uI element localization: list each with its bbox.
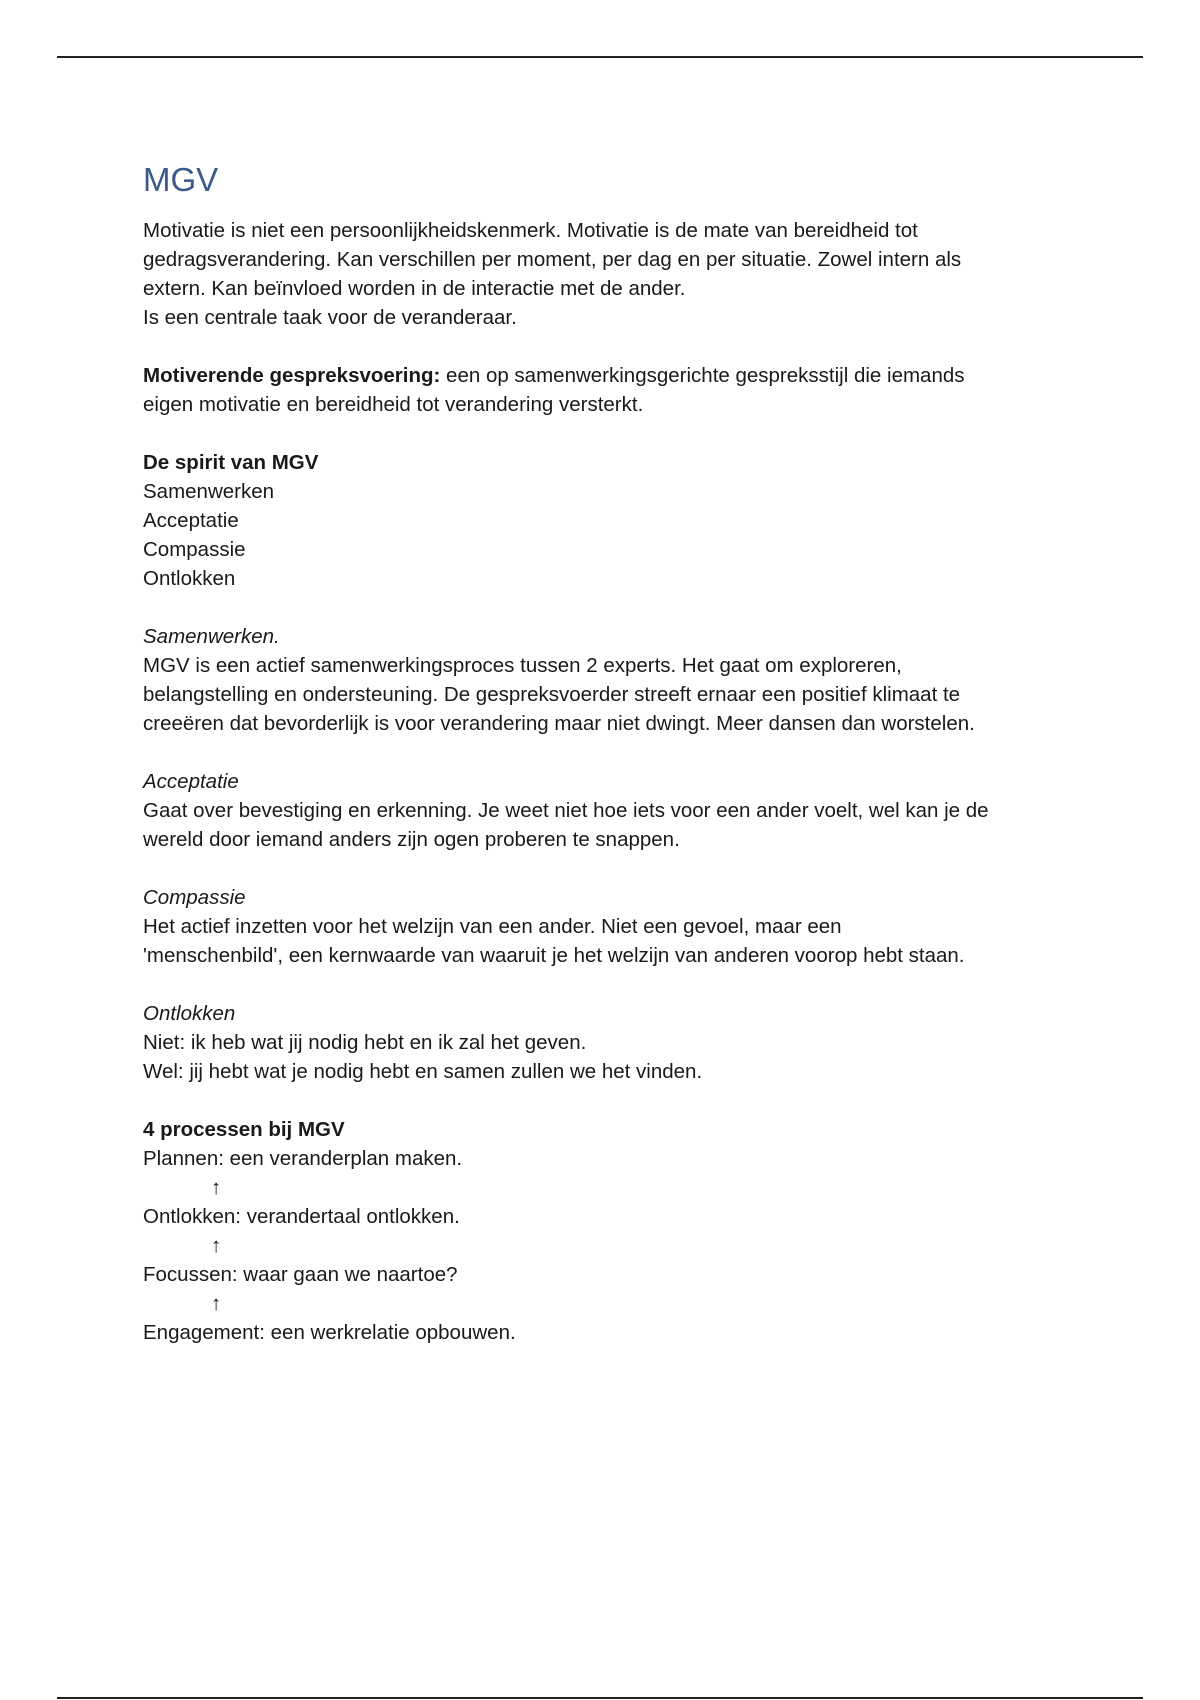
acceptatie-heading: Acceptatie (143, 770, 239, 793)
intro-paragraph (143, 216, 1083, 332)
samenwerken-section (143, 622, 1083, 738)
footer-rule (57, 1697, 1143, 1699)
spirit-item: Ontlokken (143, 567, 236, 590)
spirit-heading: De spirit van MGV (143, 451, 319, 474)
compassie-line: 'menschenbild', een kernwaarde van waaruit je het welzijn van anderen voorop hebt staan. (143, 944, 965, 967)
arrow-up-icon: ↑ (211, 1234, 222, 1257)
processen-section (143, 1115, 1083, 1347)
compassie-line: Het actief inzetten voor het welzijn van een ander. Niet een gevoel, maar een (143, 915, 842, 938)
samenwerken-line: MGV is een actief samenwerkingsproces tussen 2 experts. Het gaat om exploreren, (143, 654, 902, 677)
spirit-section (143, 448, 1083, 593)
compassie-heading: Compassie (143, 886, 246, 909)
arrow-up-icon: ↑ (211, 1176, 222, 1199)
spirit-item: Samenwerken (143, 480, 275, 503)
process-step: Focussen: waar gaan we naartoe? (143, 1263, 458, 1286)
document-title: MGV (143, 161, 219, 198)
definition-term: Motiverende gespreksvoering: (143, 364, 441, 387)
samenwerken-line: creeëren dat bevorderlijk is voor verandering maar niet dwingt. Meer dansen dan worstelen. (143, 712, 975, 735)
spirit-item: Acceptatie (143, 509, 239, 532)
header-rule (57, 56, 1143, 58)
ontlokken-heading: Ontlokken (143, 1002, 236, 1025)
intro-line: Motivatie is niet een persoonlijkheidskenmerk. Motivatie is de mate van bereidheid tot (143, 219, 918, 242)
definition-line (143, 361, 1083, 390)
arrow-up-icon: ↑ (211, 1292, 222, 1315)
ontlokken-line: Niet: ik heb wat jij nodig hebt en ik zal het geven. (143, 1031, 587, 1054)
ontlokken-section (143, 999, 1083, 1086)
intro-line: Is een centrale taak voor de veranderaar. (143, 306, 517, 329)
samenwerken-heading: Samenwerken. (143, 625, 280, 648)
definition-line: eigen motivatie en bereidheid tot verandering versterkt. (143, 393, 644, 416)
process-step: Ontlokken: verandertaal ontlokken. (143, 1205, 460, 1228)
intro-line: gedragsverandering. Kan verschillen per moment, per dag en per situatie. Zowel intern als (143, 248, 962, 271)
intro-line: extern. Kan beïnvloed worden in de interactie met de ander. (143, 277, 686, 300)
acceptatie-line: Gaat over bevestiging en erkenning. Je weet niet hoe iets voor een ander voelt, wel kan je de (143, 799, 989, 822)
process-step: Engagement: een werkrelatie opbouwen. (143, 1321, 516, 1344)
compassie-section (143, 883, 1083, 970)
process-step: Plannen: een veranderplan maken. (143, 1147, 463, 1170)
ontlokken-line: Wel: jij hebt wat je nodig hebt en samen zullen we het vinden. (143, 1060, 703, 1083)
definition-text: een op samenwerkingsgerichte gespreksstijl die iemands (440, 364, 965, 387)
acceptatie-section (143, 767, 1083, 854)
processen-heading: 4 processen bij MGV (143, 1118, 345, 1141)
spirit-item: Compassie (143, 538, 246, 561)
document-body (143, 160, 1083, 1376)
acceptatie-line: wereld door iemand anders zijn ogen proberen te snappen. (143, 828, 680, 851)
samenwerken-line: belangstelling en ondersteuning. De gespreksvoerder streeft ernaar een positief klimaat te (143, 683, 961, 706)
definition-paragraph (143, 361, 1083, 419)
